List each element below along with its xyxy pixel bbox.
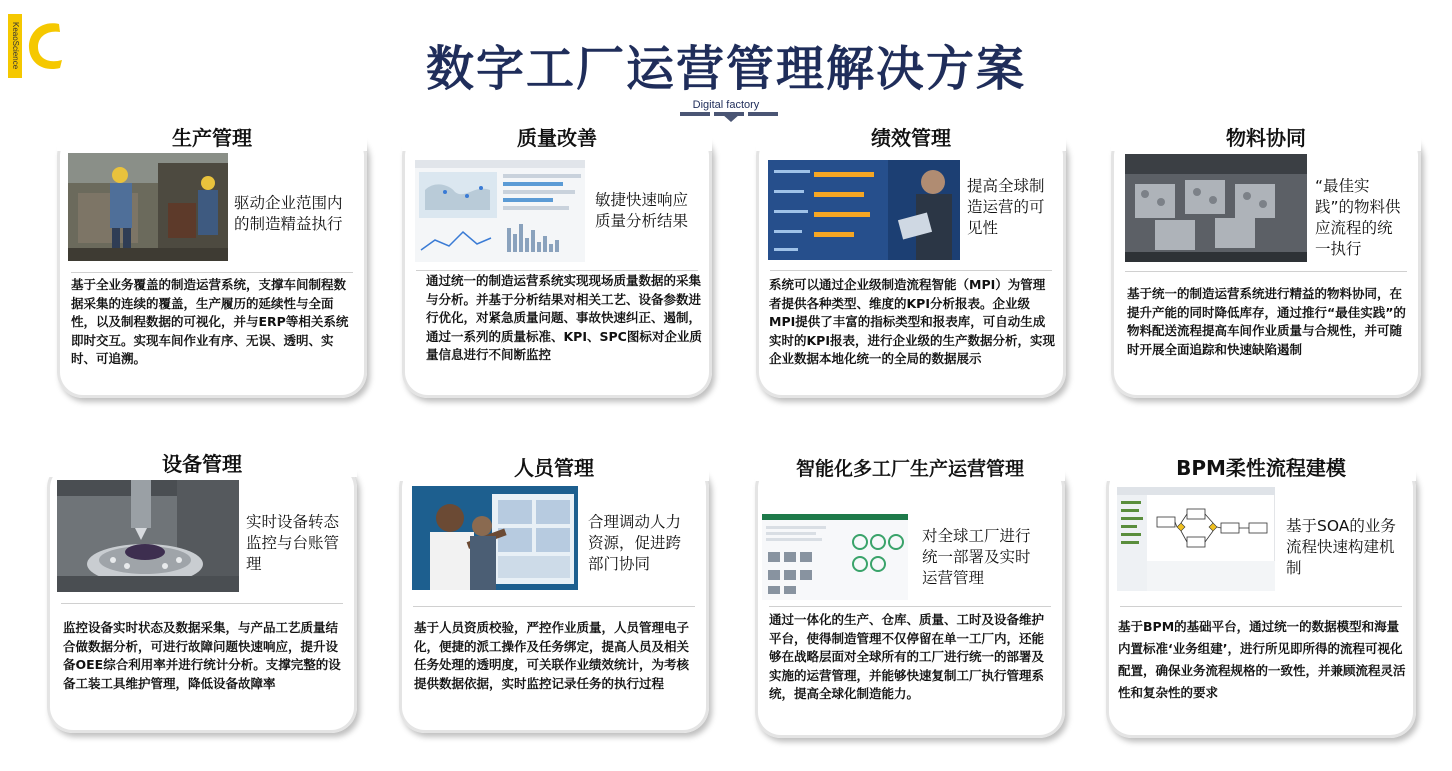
engine-assembly-image bbox=[1125, 154, 1307, 262]
card-title: 人员管理 bbox=[399, 452, 709, 481]
card-quality-improvement bbox=[402, 126, 712, 398]
card-title: 设备管理 bbox=[47, 448, 357, 477]
card-title: 生产管理 bbox=[57, 122, 367, 151]
card-tagline: 敏捷快速响应质量分析结果 bbox=[595, 191, 689, 230]
card-description: 基于人员资质校验，严控作业质量，人员管理电子化，便捷的派工操作及任务绑定，提高人员及相关任务处理的透明度，可关联作业绩效统计，为考核提供数据依据，实时监控记录任务的执行过程 bbox=[414, 620, 690, 691]
multi-plant-dashboard-image bbox=[762, 514, 908, 600]
bpm-workflow-image bbox=[1117, 487, 1275, 591]
card-tagline: 提高全球制造运营的可见性 bbox=[967, 177, 1045, 237]
card-description: 基于BPM的基础平台，通过统一的数据模型和海量内置标准‘业务组建’，进行所见即所得的流程可视化配置，确保业务流程规格的一致性，并兼顾流程灵活性和复杂性的要求 bbox=[1118, 619, 1406, 700]
card-divider bbox=[416, 270, 698, 271]
card-title: BPM柔性流程建模 bbox=[1106, 452, 1416, 481]
card-divider bbox=[61, 603, 343, 604]
kpi-tablet-image bbox=[768, 160, 960, 260]
card-divider bbox=[413, 606, 695, 607]
card-title: 智能化多工厂生产运营管理 bbox=[755, 454, 1065, 481]
card-divider bbox=[1120, 606, 1402, 607]
cnc-machine-image bbox=[57, 480, 239, 592]
card-tagline: 实时设备转态监控与台账管理 bbox=[246, 513, 340, 573]
card-tagline: “最佳实践”的物料供应流程的统一执行 bbox=[1315, 177, 1401, 258]
card-divider bbox=[769, 606, 1051, 607]
card-divider bbox=[71, 272, 353, 273]
logo-brand-text: KeaoScience bbox=[8, 14, 22, 78]
subtitle-divider-right bbox=[748, 112, 778, 116]
card-tagline: 对全球工厂进行统一部署及实时运营管理 bbox=[922, 527, 1031, 587]
card-divider bbox=[1125, 271, 1407, 272]
card-description: 基于全业务覆盖的制造运营系统，支撑车间制程数据采集的连续的覆盖，生产履历的延续性与全面性，以及制程数据的可视化，并与ERP等相关系统即时交互。实现车间作业有序、无误、透明、实时、可追溯。 bbox=[71, 277, 349, 366]
card-performance-management bbox=[756, 126, 1066, 398]
quality-dashboard-image bbox=[415, 160, 585, 262]
card-bpm-process-modeling bbox=[1106, 456, 1416, 738]
card-title: 质量改善 bbox=[402, 122, 712, 151]
card-multi-plant-operations bbox=[755, 458, 1065, 738]
page-subtitle: Digital factory bbox=[692, 99, 760, 111]
card-tagline: 合理调动人力资源，促进跨部门协同 bbox=[588, 513, 682, 573]
subtitle-arrow-icon bbox=[722, 114, 740, 122]
card-divider bbox=[770, 270, 1052, 271]
card-material-collaboration bbox=[1111, 126, 1421, 398]
card-description: 系统可以通过企业级制造流程智能（MPI）为管理者提供各种类型、维度的KPI分析报表。企业级MPI提供了丰富的指标类型和报表库，可自动生成实时的KPI报表，进行企业级的生产数据分析，实现企业数据本地化统一的全局的数据展示 bbox=[769, 277, 1055, 366]
card-description: 监控设备实时状态及数据采集，与产品工艺质量结合做数据分析，可进行故障问题快速响应，提升设备OEE综合利用率并进行统计分析。支撑完整的设备工装工具维护管理，降低设备故障率 bbox=[63, 620, 341, 691]
factory-workers-image bbox=[68, 153, 228, 261]
card-description: 通过统一的制造运营系统实现现场质量数据的采集与分析。并基于分析结果对相关工艺、设备参数进行优化，对紧急质量问题、事故快速纠正、遏制，通过一系列的质量标准、KPI、SPC图标对企业质量信息进行不间断监控 bbox=[426, 273, 702, 362]
card-production-management bbox=[57, 126, 367, 398]
card-equipment-management bbox=[47, 452, 357, 733]
card-tagline: 基于SOA的业务流程快速构建机制 bbox=[1286, 517, 1396, 577]
card-description: 通过一体化的生产、仓库、质量、工时及设备维护平台，使得制造管理不仅停留在单一工厂内，还能够在战略层面对全球所有的工厂进行统一的部署及实施的运营管理，并能够快速复制工厂执行管理系统，提高全球化制造能力。 bbox=[769, 612, 1045, 701]
subtitle-divider-left bbox=[680, 112, 710, 116]
page-title: 数字工厂运营管理解决方案 bbox=[425, 41, 1026, 97]
card-title: 物料协同 bbox=[1111, 122, 1421, 151]
card-personnel-management bbox=[399, 456, 709, 733]
card-description: 基于统一的制造运营系统进行精益的物料协同，在提升产能的同时降低库存，通过推行“最佳实践”的物料配送流程提高车间作业质量与合规性，并可随时开展全面追踪和快速缺陷遏制 bbox=[1127, 286, 1406, 357]
people-screen-image bbox=[412, 486, 578, 590]
card-title: 绩效管理 bbox=[756, 122, 1066, 151]
card-tagline: 驱动企业范围内的制造精益执行 bbox=[234, 194, 343, 233]
